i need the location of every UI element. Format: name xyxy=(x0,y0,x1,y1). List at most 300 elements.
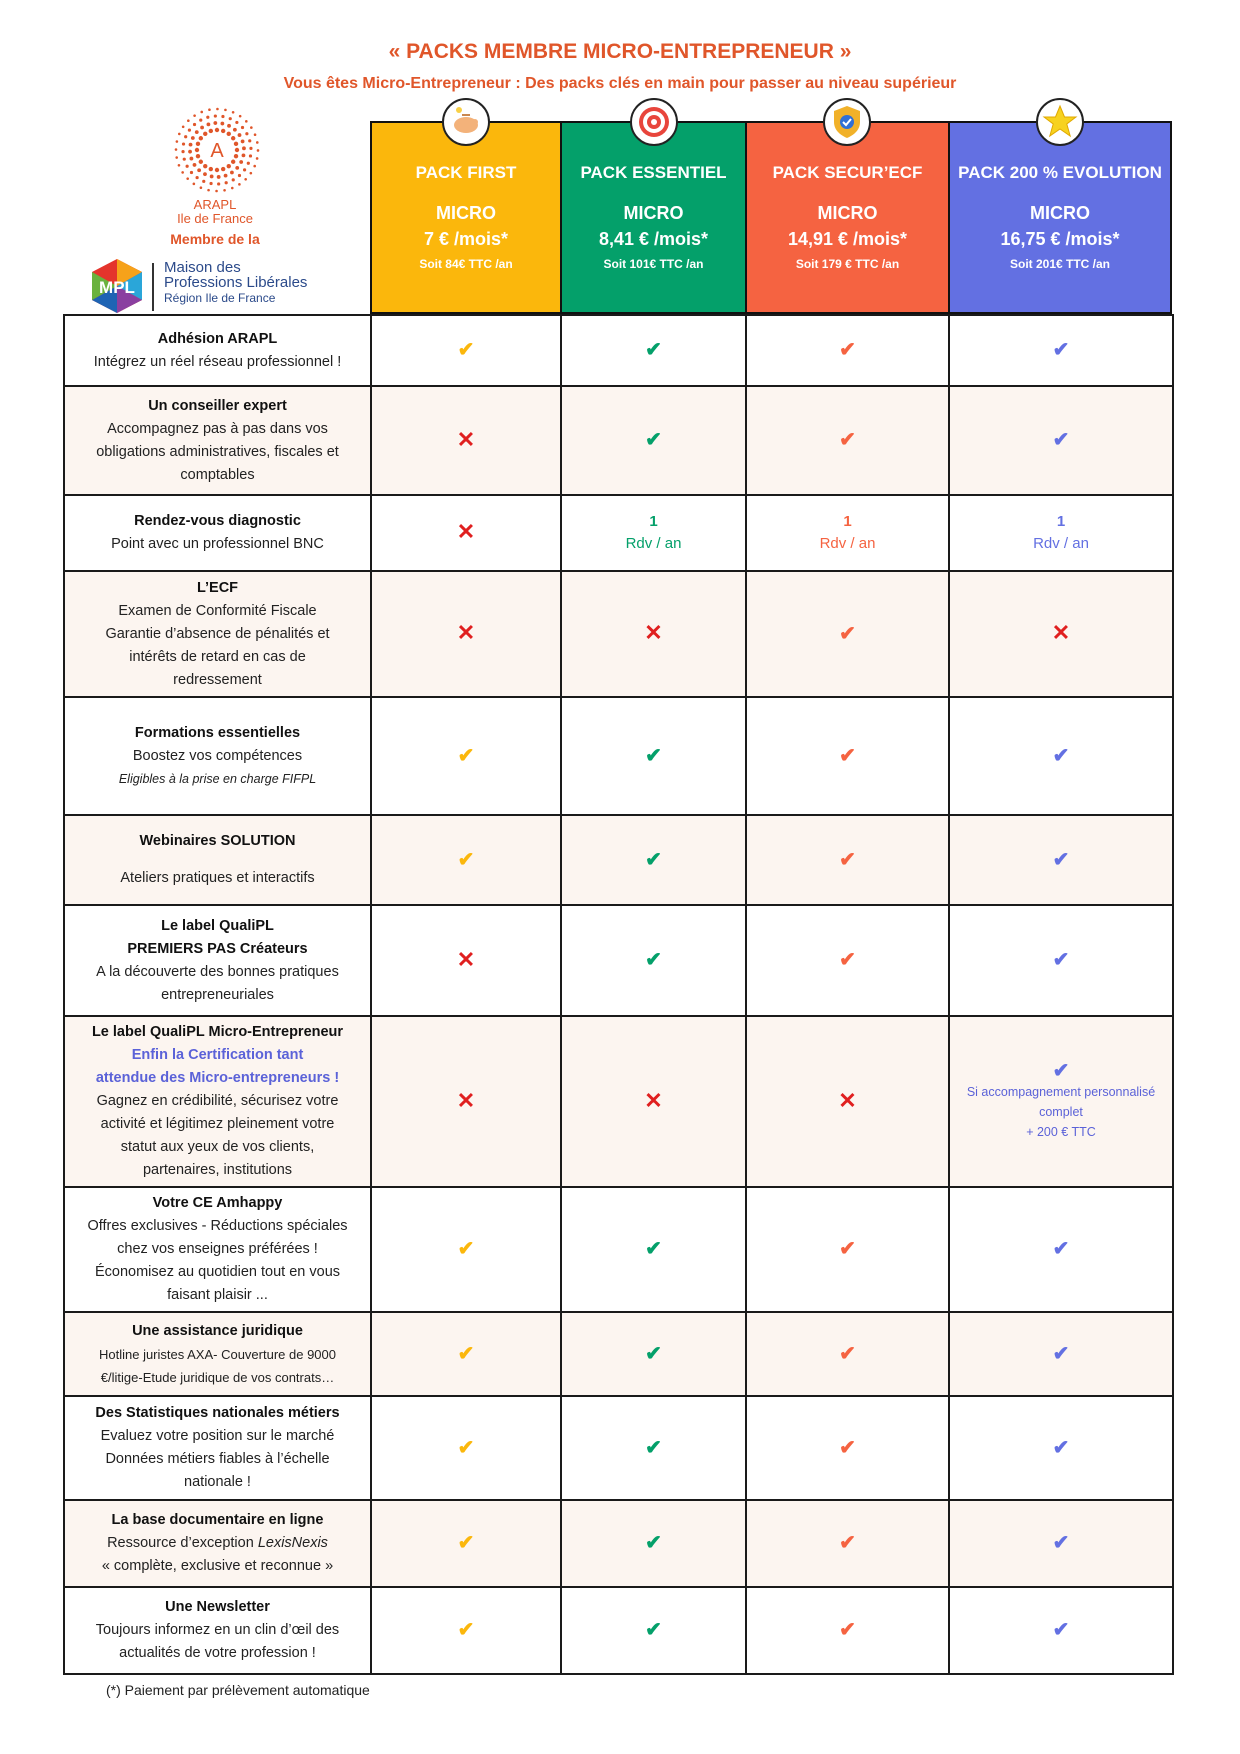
evolution-option-cell xyxy=(949,1016,1173,1187)
sun-dot xyxy=(241,126,244,129)
check-mark: ✔ xyxy=(645,429,662,451)
sun-dot xyxy=(207,123,211,127)
sun-dot xyxy=(181,171,184,174)
sun-dot xyxy=(199,119,202,122)
feature-title: Une assistance juridique xyxy=(132,1322,303,1339)
feature-title: PREMIERS PAS Créateurs xyxy=(127,940,308,957)
check-icon xyxy=(561,1187,746,1312)
sun-dot xyxy=(200,111,203,114)
features-table xyxy=(63,314,1174,1675)
sun-dot xyxy=(229,117,232,120)
feature-desc: Accompagnez pas à pas dans vos xyxy=(107,420,328,437)
pack-micro: MICRO xyxy=(1030,203,1090,223)
pack-price: 14,91 € /mois* xyxy=(787,229,908,249)
feature-cell xyxy=(64,495,371,571)
table-row xyxy=(64,697,1173,815)
rdv-count: 1 xyxy=(1056,513,1066,530)
feature-desc: Intégrez un réel réseau professionnel ! xyxy=(93,353,342,370)
logo-block xyxy=(60,105,370,310)
sun-dot xyxy=(248,139,251,142)
feature-desc: partenaires, institutions xyxy=(142,1162,293,1178)
feature-desc: obligations administratives, fiscales et xyxy=(96,443,339,460)
feature-desc: Garantie d’absence de pénalités et xyxy=(105,625,330,642)
table-row xyxy=(64,1587,1173,1674)
sun-dot xyxy=(239,115,242,118)
feature-desc: Données métiers fiables à l’échelle xyxy=(105,1451,330,1467)
sun-dot xyxy=(200,126,204,130)
arapl-logo-letter: A xyxy=(210,140,224,162)
pack-header-secur xyxy=(745,121,950,314)
check-mark: ✔ xyxy=(457,1532,475,1554)
cross-icon xyxy=(371,905,561,1016)
check-mark: ✔ xyxy=(839,744,856,767)
check-icon xyxy=(949,315,1173,386)
feature-cell xyxy=(64,1587,371,1674)
sun-dot xyxy=(249,147,252,150)
feature-title: Votre CE Amhappy xyxy=(152,1195,283,1211)
sun-dot xyxy=(241,140,245,144)
pack-year-price: Soit 84€ TTC /an xyxy=(419,257,513,271)
check-icon xyxy=(561,1500,746,1587)
sun-dot xyxy=(221,167,225,171)
sun-dot xyxy=(221,115,224,118)
check-mark: ✔ xyxy=(839,622,856,645)
arapl-name xyxy=(60,198,370,226)
check-mark: ✔ xyxy=(1052,1619,1070,1641)
check-mark: ✔ xyxy=(1052,744,1070,767)
check-mark: ✔ xyxy=(1052,1060,1070,1082)
check-icon xyxy=(949,905,1173,1016)
check-mark: ✔ xyxy=(457,1619,475,1641)
pack-name: PACK ESSENTIEL xyxy=(580,163,727,182)
table-row xyxy=(64,905,1173,1016)
cross-icon xyxy=(561,571,746,697)
sun-dot xyxy=(238,183,241,186)
sun-dot xyxy=(245,132,248,135)
sun-dot xyxy=(186,165,189,168)
lexisnexis-name: LexisNexis xyxy=(257,1535,328,1551)
cross-mark: ✕ xyxy=(838,1087,857,1113)
sun-dot xyxy=(196,176,199,179)
table-row xyxy=(64,495,1173,571)
sun-dot xyxy=(215,168,219,172)
pack-micro: MICRO xyxy=(436,203,496,223)
sun-dot xyxy=(247,162,250,165)
sun-dot xyxy=(195,130,199,134)
rdv-label: Rdv / an xyxy=(1033,535,1089,552)
sun-dot xyxy=(238,174,241,177)
feature-title: Un conseiller expert xyxy=(148,397,287,414)
check-icon xyxy=(561,386,746,495)
sun-dot xyxy=(190,157,194,161)
pack-header-essentiel xyxy=(560,121,747,314)
table-row xyxy=(64,1016,1173,1187)
check-icon xyxy=(371,1396,561,1500)
check-mark: ✔ xyxy=(645,744,662,767)
pack-name: PACK 200 % EVOLUTION xyxy=(958,163,1162,182)
sun-dot xyxy=(231,136,235,140)
table-row xyxy=(64,1500,1173,1587)
sun-dot xyxy=(227,124,231,128)
sun-dot xyxy=(193,123,196,126)
check-icon xyxy=(949,1187,1173,1312)
sun-dot xyxy=(227,132,231,136)
feature-cell xyxy=(64,905,371,1016)
pack-micro: MICRO xyxy=(817,203,878,223)
sun-dot xyxy=(187,119,190,122)
feature-title: Adhésion ARAPL xyxy=(157,330,278,347)
sun-dot xyxy=(200,186,203,189)
sun-dot xyxy=(242,153,246,157)
sun-dot xyxy=(203,172,207,176)
sun-dot xyxy=(203,132,207,136)
sun-dot xyxy=(244,178,247,181)
sun-dot xyxy=(235,166,239,170)
feature-desc: Gagnez en crédibilité, sécurisez votre xyxy=(96,1093,339,1109)
feature-desc: Boostez vos compétences xyxy=(132,747,303,764)
feature-title: Des Statistiques nationales métiers xyxy=(95,1405,340,1421)
sun-dot xyxy=(202,180,205,183)
feature-desc: A la découverte des bonnes pratiques xyxy=(96,963,339,980)
feature-desc: comptables xyxy=(180,466,255,483)
check-mark: ✔ xyxy=(1052,949,1070,971)
table-row xyxy=(64,1312,1173,1396)
sun-dot xyxy=(193,114,196,117)
feature-cell xyxy=(64,697,371,815)
sun-dot xyxy=(209,167,213,171)
check-mark: ✔ xyxy=(645,949,662,971)
sun-dot xyxy=(231,160,235,164)
sun-dot xyxy=(207,189,210,192)
feature-cell xyxy=(64,571,371,697)
sun-dot xyxy=(199,160,203,164)
cross-mark: ✕ xyxy=(456,946,476,972)
sun-dot xyxy=(217,175,221,179)
cross-mark: ✕ xyxy=(456,519,476,544)
table-row xyxy=(64,386,1173,495)
sun-dot xyxy=(256,141,259,144)
check-icon xyxy=(746,697,949,815)
arapl-sun-logo xyxy=(172,105,262,195)
sun-dot xyxy=(188,150,192,154)
feature-desc: Point avec un professionnel BNC xyxy=(111,536,324,552)
membre-label: Membre de la xyxy=(170,231,260,247)
sun-dot xyxy=(257,149,260,152)
rdv-cell xyxy=(949,495,1173,571)
feature-desc: Hotline juristes AXA- Couverture de 9000 xyxy=(98,1346,336,1362)
feature-title: Le label QualiPL Micro-Entrepreneur xyxy=(91,1024,344,1040)
feature-cell xyxy=(64,315,371,386)
check-icon xyxy=(561,815,746,905)
pack-header-first xyxy=(370,121,562,314)
rdv-cell xyxy=(561,495,746,571)
check-icon xyxy=(371,697,561,815)
sun-dot xyxy=(234,154,238,158)
sun-dot xyxy=(206,116,209,119)
rdv-label: Rdv / an xyxy=(819,535,876,552)
sun-dot xyxy=(176,140,179,143)
check-mark: ✔ xyxy=(645,1436,662,1459)
feature-cell xyxy=(64,1016,371,1187)
check-mark: ✔ xyxy=(839,429,856,451)
option-note: complet xyxy=(1039,1105,1083,1119)
sun-dot xyxy=(175,156,178,159)
check-icon xyxy=(746,1587,949,1674)
cross-mark: ✕ xyxy=(456,426,476,452)
check-mark: ✔ xyxy=(839,1436,856,1459)
feature-desc: nationale ! xyxy=(184,1474,251,1490)
feature-cell xyxy=(64,1312,371,1396)
check-mark: ✔ xyxy=(839,848,856,871)
check-mark: ✔ xyxy=(645,1342,662,1365)
feature-title: La base documentaire en ligne xyxy=(111,1512,324,1528)
check-mark: ✔ xyxy=(1052,339,1070,361)
arapl-name-line2: Ile de France xyxy=(177,211,253,226)
sun-dot xyxy=(245,120,248,123)
check-icon xyxy=(949,1312,1173,1396)
sun-dot xyxy=(203,164,207,168)
sun-dot xyxy=(239,160,243,164)
check-mark: ✔ xyxy=(1052,1436,1070,1459)
feature-title: Rendez-vous diagnostic xyxy=(134,513,301,529)
check-icon xyxy=(561,1312,746,1396)
option-note: Si accompagnement personnalisé xyxy=(966,1085,1156,1099)
feature-cell xyxy=(64,1396,371,1500)
piggy-bank-icon xyxy=(442,98,490,146)
check-mark: ✔ xyxy=(839,1342,856,1365)
feature-desc: entrepreneuriales xyxy=(161,986,274,1003)
table-row xyxy=(64,315,1173,386)
mpl-separator xyxy=(152,263,154,311)
sun-dot xyxy=(215,190,218,193)
sun-dot xyxy=(216,108,219,111)
feature-title: Une Newsletter xyxy=(165,1599,270,1615)
check-mark: ✔ xyxy=(1052,1238,1070,1260)
check-icon xyxy=(746,1312,949,1396)
table-row xyxy=(64,1396,1173,1500)
table-row xyxy=(64,815,1173,905)
feature-desc: « complète, exclusive et reconnue » xyxy=(101,1558,334,1574)
feature-note: Eligibles à la prise en charge FIFPL xyxy=(118,771,317,786)
feature-desc: actualités de votre profession ! xyxy=(119,1645,316,1661)
cross-icon xyxy=(561,1016,746,1187)
check-mark: ✔ xyxy=(457,1238,475,1260)
check-mark: ✔ xyxy=(839,1238,856,1260)
pack-price: 7 € /mois* xyxy=(423,229,509,249)
check-mark: ✔ xyxy=(839,1532,856,1554)
check-icon xyxy=(746,1500,949,1587)
sun-dot xyxy=(178,133,181,136)
sun-dot xyxy=(199,136,203,140)
feature-desc xyxy=(65,1532,370,1555)
sun-dot xyxy=(175,148,178,151)
check-icon xyxy=(371,315,561,386)
mpl-line1: Maison des xyxy=(164,259,241,276)
sun-dot xyxy=(254,133,257,136)
page-subtitle: Vous êtes Micro-Entrepreneur : Des packs clés en main pour passer au niveau supérieur xyxy=(283,75,957,92)
feature-cell xyxy=(64,386,371,495)
check-mark: ✔ xyxy=(1052,429,1070,451)
check-icon xyxy=(746,1396,949,1500)
target-icon xyxy=(630,98,678,146)
feature-desc: Toujours informez en un clin d’œil des xyxy=(95,1622,340,1638)
feature-desc: Ateliers pratiques et interactifs xyxy=(120,870,315,886)
page-title: « PACKS MEMBRE MICRO-ENTREPRENEUR » xyxy=(388,40,852,63)
cross-mark: ✕ xyxy=(644,1087,663,1113)
check-icon xyxy=(746,571,949,697)
sun-dot xyxy=(181,150,184,153)
check-icon xyxy=(949,697,1173,815)
feature-cell xyxy=(64,1500,371,1587)
check-mark: ✔ xyxy=(1052,848,1070,871)
check-icon xyxy=(561,1396,746,1500)
feature-desc: statut aux yeux de vos clients, xyxy=(120,1139,315,1155)
check-icon xyxy=(949,815,1173,905)
sun-dot xyxy=(214,114,217,117)
sun-dot xyxy=(232,111,235,114)
check-mark: ✔ xyxy=(457,1436,475,1459)
check-icon xyxy=(746,386,949,495)
sun-dot xyxy=(234,142,238,146)
check-mark: ✔ xyxy=(457,848,475,871)
sun-dot xyxy=(223,189,226,192)
cross-icon xyxy=(371,386,561,495)
feature-highlight: attendue des Micro-entrepreneurs ! xyxy=(95,1070,340,1086)
sun-dot xyxy=(186,177,189,180)
feature-desc: Économisez au quotidien tout en vous xyxy=(94,1264,341,1280)
sun-dot xyxy=(182,142,185,145)
mpl-text xyxy=(164,260,307,306)
sun-dot xyxy=(256,157,259,160)
check-mark: ✔ xyxy=(645,339,662,361)
sun-dot xyxy=(184,135,187,138)
check-icon xyxy=(561,697,746,815)
check-icon xyxy=(949,1587,1173,1674)
feature-desc: intérêts de retard en cas de xyxy=(129,648,306,665)
feature-desc: activité et légitimez pleinement votre xyxy=(100,1116,335,1132)
sun-dot xyxy=(235,148,239,152)
sun-dot xyxy=(230,171,234,175)
sun-dot xyxy=(208,108,211,111)
cross-icon xyxy=(371,1016,561,1187)
sun-dot xyxy=(188,129,191,132)
sun-dot xyxy=(253,165,256,168)
check-mark: ✔ xyxy=(839,949,856,971)
sun-dot xyxy=(227,164,231,168)
sun-dot xyxy=(250,126,253,129)
check-icon xyxy=(371,1187,561,1312)
check-mark: ✔ xyxy=(645,1532,662,1554)
sun-dot xyxy=(213,121,217,125)
check-mark: ✔ xyxy=(457,339,475,361)
pack-price: 16,75 € /mois* xyxy=(1000,229,1120,249)
sun-dot xyxy=(221,129,225,133)
feature-desc: faisant plaisir ... xyxy=(167,1287,268,1303)
feature-highlight: Enfin la Certification tant xyxy=(131,1047,304,1063)
rdv-label: Rdv / an xyxy=(625,535,682,552)
check-mark: ✔ xyxy=(645,1238,662,1260)
sun-dot xyxy=(217,182,220,185)
pack-micro: MICRO xyxy=(623,203,684,223)
sun-dot xyxy=(232,178,235,181)
check-icon xyxy=(949,386,1173,495)
check-mark: ✔ xyxy=(1052,1532,1070,1554)
rdv-cell xyxy=(746,495,949,571)
sun-dot xyxy=(191,136,195,140)
option-price: + 200 € TTC xyxy=(1026,1125,1096,1139)
sun-dot xyxy=(224,174,228,178)
rdv-count: 1 xyxy=(649,513,658,530)
feature-desc: Examen de Conformité Fiscale xyxy=(118,602,317,619)
sun-dot xyxy=(209,182,212,185)
feature-title: Le label QualiPL xyxy=(161,917,274,934)
feature-desc: Offres exclusives - Réductions spéciales xyxy=(87,1218,348,1234)
cross-icon xyxy=(371,495,561,571)
sun-dot xyxy=(231,187,234,190)
pack-price: 8,41 € /mois* xyxy=(598,229,709,249)
check-mark: ✔ xyxy=(839,339,856,361)
feature-desc: chez vos enseignes préférées ! xyxy=(117,1241,318,1257)
sun-dot xyxy=(196,154,200,158)
pack-name: PACK SECUR’ECF xyxy=(772,163,923,182)
sun-dot xyxy=(250,172,253,175)
table-row xyxy=(64,571,1173,697)
check-icon xyxy=(561,905,746,1016)
sun-dot xyxy=(193,183,196,186)
check-mark: ✔ xyxy=(645,848,662,871)
check-mark: ✔ xyxy=(457,1342,475,1365)
table-row xyxy=(64,1187,1173,1312)
cross-icon xyxy=(949,571,1173,697)
feature-title: L’ECF xyxy=(196,579,239,596)
sun-dot xyxy=(193,163,197,167)
mpl-line3: Région Ile de France xyxy=(164,291,276,305)
pack-year-price: Soit 101€ TTC /an xyxy=(603,257,704,271)
check-icon xyxy=(371,1312,561,1396)
sun-dot xyxy=(183,158,186,161)
sun-dot xyxy=(242,146,246,150)
sun-dot xyxy=(249,154,252,157)
sun-dot xyxy=(197,168,201,172)
pack-year-price: Soit 201€ TTC /an xyxy=(1009,257,1111,271)
check-icon xyxy=(371,815,561,905)
sun-dot xyxy=(190,171,193,174)
check-icon xyxy=(949,1500,1173,1587)
mpl-logo-letters: MPL xyxy=(99,278,135,297)
check-icon xyxy=(561,315,746,386)
sun-dot xyxy=(225,181,228,184)
star-icon xyxy=(1036,98,1084,146)
sun-dot xyxy=(196,142,200,146)
sun-dot xyxy=(238,133,242,137)
pack-header-evolution xyxy=(948,121,1172,314)
sun-dot xyxy=(189,143,193,147)
check-icon xyxy=(746,1187,949,1312)
feature-cell xyxy=(64,815,371,905)
footnote: (*) Paiement par prélèvement automatique xyxy=(106,1682,370,1698)
sun-dot xyxy=(209,129,213,133)
pack-year-price: Soit 179 € TTC /an xyxy=(795,257,900,271)
cross-mark: ✕ xyxy=(456,620,476,645)
cross-icon xyxy=(371,571,561,697)
cross-mark: ✕ xyxy=(456,1087,476,1113)
feature-title: Webinaires SOLUTION xyxy=(139,833,296,849)
cross-mark: ✕ xyxy=(1051,620,1071,645)
feature-desc-text: Ressource d’exception xyxy=(107,1535,258,1551)
check-icon xyxy=(561,1587,746,1674)
sun-dot xyxy=(195,148,199,152)
sun-dot xyxy=(220,122,224,126)
